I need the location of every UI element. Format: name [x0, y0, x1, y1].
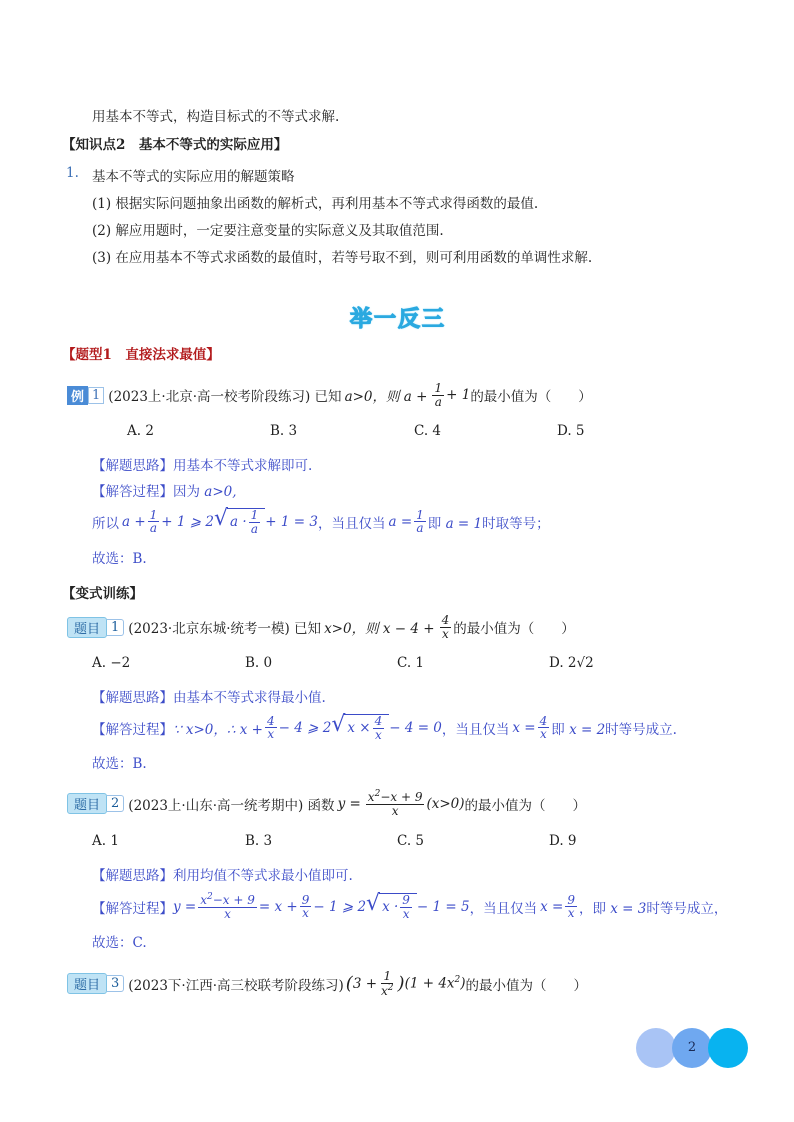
q2-equality-text: ，当且仅当 [469, 900, 538, 917]
page-circle-left [636, 1028, 676, 1068]
example1-source: (2023上·北京·高一校考阶段练习) 已知 [108, 389, 342, 406]
q2-option-a: A. 1 [92, 833, 119, 849]
section-banner: 举一反三 [350, 307, 447, 332]
kp2-point-3: (3) 在应用基本不等式求函数的最值时，若等号取不到，则可利用函数的单调性求解. [92, 250, 593, 266]
example1-equality-text: ，当且仅当 [317, 515, 386, 532]
q2-answer: 故选：C. [92, 935, 147, 951]
q2-number: 2 [107, 795, 124, 812]
example1-option-a: A. 2 [127, 423, 154, 439]
kp2-title: 【知识点2 基本不等式的实际应用】 [62, 137, 288, 153]
q2-question-tail: 的最小值为（ ） [464, 797, 587, 814]
example1-option-b: B. 3 [270, 423, 298, 439]
q3-source: (2023下·江西·高三校联考阶段练习) [128, 977, 344, 994]
q1-process-label: 【解答过程】 [92, 721, 173, 738]
q2-option-c: C. 5 [397, 833, 425, 849]
example1-process-line1: 【解答过程】因为 a>0, [92, 484, 237, 500]
kp2-item-title: 基本不等式的实际应用的解题策略 [92, 169, 295, 185]
example1-answer: 故选：B. [92, 551, 147, 567]
q2-option-b: B. 3 [245, 833, 273, 849]
q1-equality-tail: 时等号成立. [605, 721, 677, 738]
q2-option-d: D. 9 [549, 833, 577, 849]
q3-tag: 题目 [67, 973, 107, 994]
variant-title: 【变式训练】 [62, 586, 143, 602]
q1-idea: 【解题思路】由基本不等式求得最小值. [92, 690, 326, 706]
kp2-item-num: 1. [66, 165, 79, 181]
q1-option-a: A. −2 [92, 655, 131, 671]
q1-process: 【解答过程】 ∵ x>0，∴ x + $\frac{4}{x}$ − 4 ⩾ 2 √ x × $\frac{4}{x}$ − 4 = 0 ，当且仅当 x = $\frac{4}{x}$ 即 x = 2 时等号成立. [92, 712, 677, 742]
example-tag: 例 [67, 386, 88, 405]
page-number-circle [672, 1028, 712, 1068]
q2-tag: 题目 [67, 793, 107, 814]
kp2-point-1: (1) 根据实际问题抽象出函数的解析式，再利用基本不等式求得函数的最值. [92, 196, 539, 212]
q1-answer: 故选：B. [92, 756, 147, 772]
q1-option-d: D. 2√2 [549, 655, 594, 671]
type1-title: 【题型1 直接法求最值】 [62, 347, 220, 363]
q1-source: (2023·北京东城·统考一模) 已知 [128, 621, 322, 638]
q3-question-tail: 的最小值为（ ） [465, 977, 588, 994]
example1-process-label: 【解答过程】因为 [92, 484, 200, 500]
example1-idea: 【解题思路】用基本不等式求解即可. [92, 458, 313, 474]
q1-option-c: C. 1 [397, 655, 425, 671]
example1-condition: a>0，则 a + [344, 389, 428, 406]
example1-therefore: 所以 [92, 515, 119, 532]
example1-option-c: C. 4 [414, 423, 442, 439]
example1-expr-tail: + 1 [446, 387, 471, 404]
q2-equality-tail: 时等号成立， [646, 900, 728, 917]
q1-question: 题目 1 (2023·北京东城·统考一模) 已知 x>0，则 x − 4 + $\frac{4}{x}$ 的最小值为（ ） [67, 614, 575, 640]
q1-equality-text: ，当且仅当 [441, 721, 510, 738]
page-number: 2 [687, 1040, 697, 1055]
q3-number: 3 [107, 975, 124, 992]
q2-process-label: 【解答过程】 [92, 900, 173, 917]
example1-fraction: $\frac{1}{a}$ [434, 381, 443, 409]
example1-question [67, 382, 592, 408]
page-circle-right [708, 1028, 748, 1068]
q1-tag: 题目 [67, 617, 107, 638]
example1-option-d: D. 5 [557, 423, 585, 439]
q1-option-b: B. 0 [245, 655, 273, 671]
q2-source: (2023上·山东·高一统考期中) 函数 [128, 797, 335, 814]
q1-number: 1 [107, 619, 124, 636]
kp2-point-2: (2) 解应用题时，一定要注意变量的实际意义及其取值范围. [92, 223, 444, 239]
example1-question-tail: 的最小值为（ ） [470, 389, 592, 406]
example1-equality-tail: 时取等号； [482, 515, 550, 532]
q2-idea: 【解题思路】利用均值不等式求最小值即可. [92, 868, 353, 884]
q1-question-tail: 的最小值为（ ） [453, 621, 575, 638]
example1-process-line2: 所以 a + $\frac{1}{a}$ + 1 ⩾ 2 √ a · $\frac{1}{a}$ + 1 = 3 ，当且仅当 a = $\frac{1}{a}$ 即 a = 1 时取等号； [92, 506, 550, 536]
q2-process: 【解答过程】 y = $\frac{x^2-x + 9}{x}$ = x + $\frac{9}{x}$ − 1 ⩾ 2 √ x · $\frac{9}{x}$ − 1 = 5 ，当且仅当 x = $\frac{9}{x}$ ，即 x = 3 时等号成立， [92, 891, 728, 921]
example-number: 1 [88, 387, 104, 404]
q3-question: 题目 3 (2023下·江西·高三校联考阶段练习) ( 3 + $\frac{1}{x^2}$ ) $(1 + 4x^2)$ 的最小值为（ ） [67, 970, 587, 997]
q2-question: 题目 2 (2023上·山东·高一统考期中) 函数 y = $\frac{x^2-x + 9}{x}$ (x>0) 的最小值为（ ） [67, 790, 586, 817]
intro-line: 用基本不等式，构造目标式的不等式求解. [92, 109, 340, 125]
